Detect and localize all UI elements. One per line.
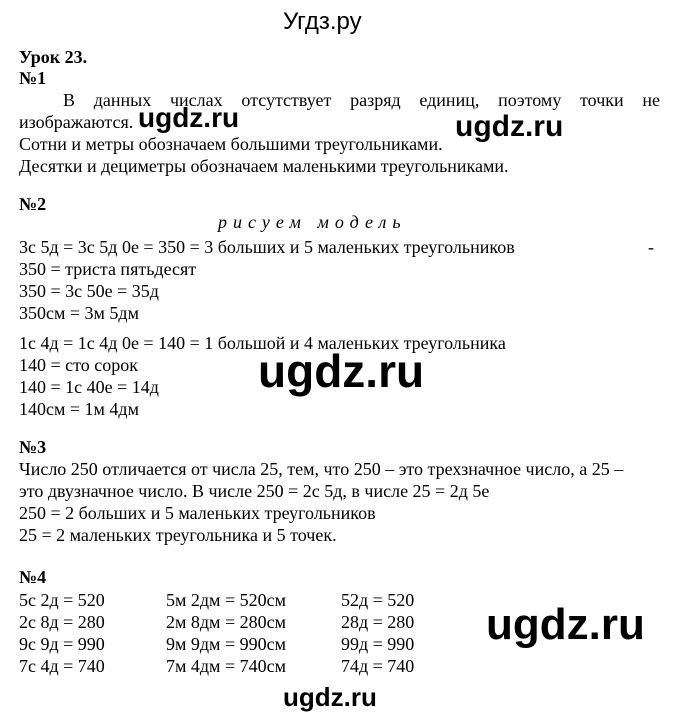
watermark: ugdz.ru <box>258 345 425 397</box>
task2-line: 1с 4д = 1с 4д 0е = 140 = 1 большой и 4 маленьких треугольника <box>19 333 506 353</box>
task4-cell: 9с 9д = 990 <box>19 634 105 654</box>
task4-cell: 74д = 740 <box>341 656 415 676</box>
task1-number: №1 <box>19 68 47 88</box>
task4-cell: 2м 8дм = 280см <box>166 612 286 632</box>
lesson-title: Урок 23. <box>19 47 88 67</box>
watermark: ugdz.ru <box>455 110 564 143</box>
task3-line2: это двузначное число. В числе 250 = 2с 5д, в числе 25 = 2д 5е <box>19 481 490 501</box>
task2-line: 140 = 1с 40е = 14д <box>19 377 159 397</box>
task4-cell: 28д = 280 <box>341 612 415 632</box>
task1-line4: Десятки и дециметры обозначаем маленькими треугольниками. <box>19 156 509 176</box>
task2-dash: - <box>648 237 654 257</box>
task2-line: 350 = 3с 50е = 35д <box>19 281 159 301</box>
watermark: ugdz.ru <box>138 102 240 133</box>
task4-cell: 2с 8д = 280 <box>19 612 105 632</box>
task4-cell: 7с 4д = 740 <box>19 656 105 676</box>
task1-line1: В данных числах отсутствует разряд единиц, поэтому точки не <box>63 90 660 110</box>
task2-line: 3с 5д = 3с 5д 0е = 350 = 3 больших и 5 маленьких треугольников <box>19 237 515 257</box>
task2-number: №2 <box>19 194 47 214</box>
task4-cell: 99д = 990 <box>341 634 415 654</box>
task4-cell: 7м 4дм = 740см <box>166 656 286 676</box>
task3-line4: 25 = 2 маленьких треугольника и 5 точек. <box>19 525 337 545</box>
task2-line: 140 = сто сорок <box>19 355 139 375</box>
task2-line: 350см = 3м 5дм <box>19 303 139 323</box>
watermark: ugdz.ru <box>283 682 377 712</box>
task2-model-caption: рисуем модель <box>218 212 407 232</box>
task1-line3: Сотни и метры обозначаем большими треугольниками. <box>19 134 443 154</box>
site-title: Угдз.ру <box>283 8 362 35</box>
task2-line: 140см = 1м 4дм <box>19 399 139 419</box>
watermark: ugdz.ru <box>486 600 645 649</box>
task3-number: №3 <box>19 437 47 457</box>
task3-line1: Число 250 отличается от числа 25, тем, что 250 – это трехзначное число, а 25 – <box>19 459 624 479</box>
task4-cell: 9м 9дм = 990см <box>166 634 286 654</box>
task3-line3: 250 = 2 больших и 5 маленьких треугольников <box>19 503 376 523</box>
task4-cell: 52д = 520 <box>341 590 415 610</box>
task4-number: №4 <box>19 567 47 587</box>
task1-line2: изображаются. <box>19 112 134 132</box>
task2-line: 350 = триста пятьдесят <box>19 259 197 279</box>
task4-cell: 5м 2дм = 520см <box>166 590 286 610</box>
task4-cell: 5с 2д = 520 <box>19 590 105 610</box>
